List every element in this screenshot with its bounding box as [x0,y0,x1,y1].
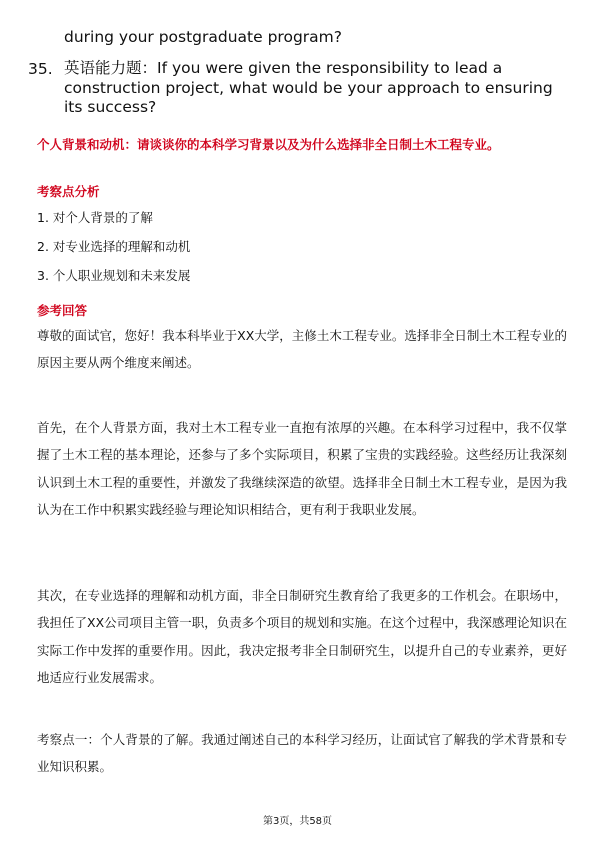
question-35-text: 英语能力题：If you were given the responsibility to lead a construction project, what would be your approach to ensuring its success? [64,59,553,116]
answer-paragraph-2: 首先，在个人背景方面，我对土木工程专业一直抱有浓厚的兴趣。在本科学习过程中，我不仅掌握了土木工程的基本理论，还参与了多个实际项目，积累了宝贵的实践经验。这些经历让我深刻认识到土木工程的重要性，并激发了我继续深造的欲望。选择非全日制土木工程专业，是因为我认为在工作中积累实践经验与理论知识相结合，更有利于我职业发展。 [37,420,567,517]
analysis-point-3: 3. 个人职业规划和未来发展 [37,268,191,283]
answer-paragraph-1: 尊敬的面试官，您好！我本科毕业于XX大学，主修土木工程专业。选择非全日制土木工程专业的原因主要从两个维度来阐述。 [37,328,567,371]
answer-paragraph-4: 考察点一：个人背景的了解。我通过阐述自己的本科学习经历，让面试官了解我的学术背景和专业知识积累。 [37,732,567,775]
answer-paragraph-3: 其次，在专业选择的理解和动机方面，非全日制研究生教育给了我更多的工作机会。在职场中，我担任了XX公司项目主管一职，负责多个项目的规划和实施。在这个过程中，我深感理论知识在实际工作中发挥的重要作用。因此，我决定报考非全日制研究生，以提升自己的专业素养，更好地适应行业发展需求。 [37,588,567,685]
current-question-title: 个人背景和动机：请谈谈你的本科学习背景以及为什么选择非全日制土木工程专业。 [37,137,500,152]
analysis-title: 考察点分析 [37,184,100,199]
page-footer: 第3页，共58页 [262,816,333,827]
question-35-number: 35. [28,60,53,78]
answer-title: 参考回答 [37,303,88,318]
analysis-point-2: 2. 对专业选择的理解和动机 [37,239,191,254]
previous-question-tail: during your postgraduate program? [64,28,342,46]
analysis-point-1: 1. 对个人背景的了解 [37,210,153,225]
